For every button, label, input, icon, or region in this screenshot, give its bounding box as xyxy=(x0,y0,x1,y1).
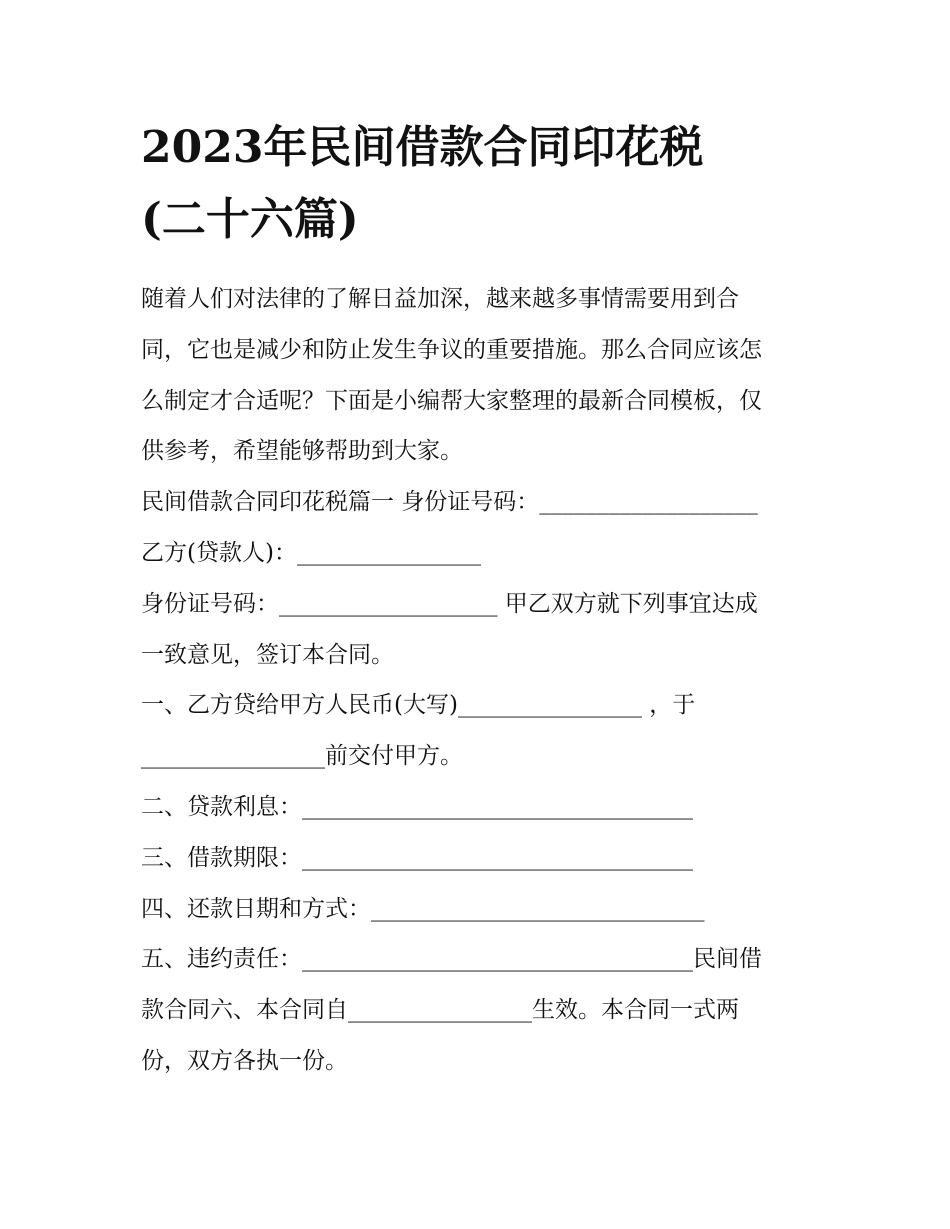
contract-line-party-b: 乙方(贷款人)：________________ xyxy=(141,539,481,566)
contract-clause-6: 款合同六、本合同自________________生效。本合同一式两 xyxy=(141,997,739,1024)
contract-line-agreement: 一致意见，签订本合同。 xyxy=(141,641,394,668)
document-body xyxy=(141,274,821,1087)
intro-line: 供参考，希望能够帮助到大家。 xyxy=(141,438,463,465)
document-page xyxy=(141,112,821,1087)
contract-clause-1: 一、乙方贷给甲方人民币(大写)________________ ，于 xyxy=(141,692,696,719)
title-line-1: 2023年民间借款合同印花税 xyxy=(141,122,704,173)
contract-clause-3: 三、借款期限：__________________________________ xyxy=(141,844,693,871)
contract-line-id-number: 民间借款合同印花税篇一 身份证号码：___________________ xyxy=(141,489,758,516)
contract-clause-2: 二、贷款利息：__________________________________ xyxy=(141,793,693,820)
document-title xyxy=(141,112,821,256)
title-line-2: (二十六篇) xyxy=(141,194,359,245)
contract-clause-5: 五、违约责任：__________________________________民间借 xyxy=(141,946,762,973)
contract-clause-1-cont: ________________前交付甲方。 xyxy=(141,743,463,770)
intro-line: 同，它也是减少和防止发生争议的重要措施。那么合同应该怎 xyxy=(141,336,762,363)
contract-section xyxy=(141,477,821,1087)
contract-line-id-number-b: 身份证号码：___________________ 甲乙双方就下列事宜达成 xyxy=(141,590,758,617)
intro-paragraph xyxy=(141,274,821,477)
intro-line: 随着人们对法律的了解日益加深，越来越多事情需要用到合 xyxy=(141,286,739,312)
intro-line: 么制定才合适呢？下面是小编帮大家整理的最新合同模板，仅 xyxy=(141,387,762,414)
contract-clause-6-cont: 份，双方各执一份。 xyxy=(141,1047,348,1074)
contract-clause-4: 四、还款日期和方式：_____________________________ xyxy=(141,895,705,922)
